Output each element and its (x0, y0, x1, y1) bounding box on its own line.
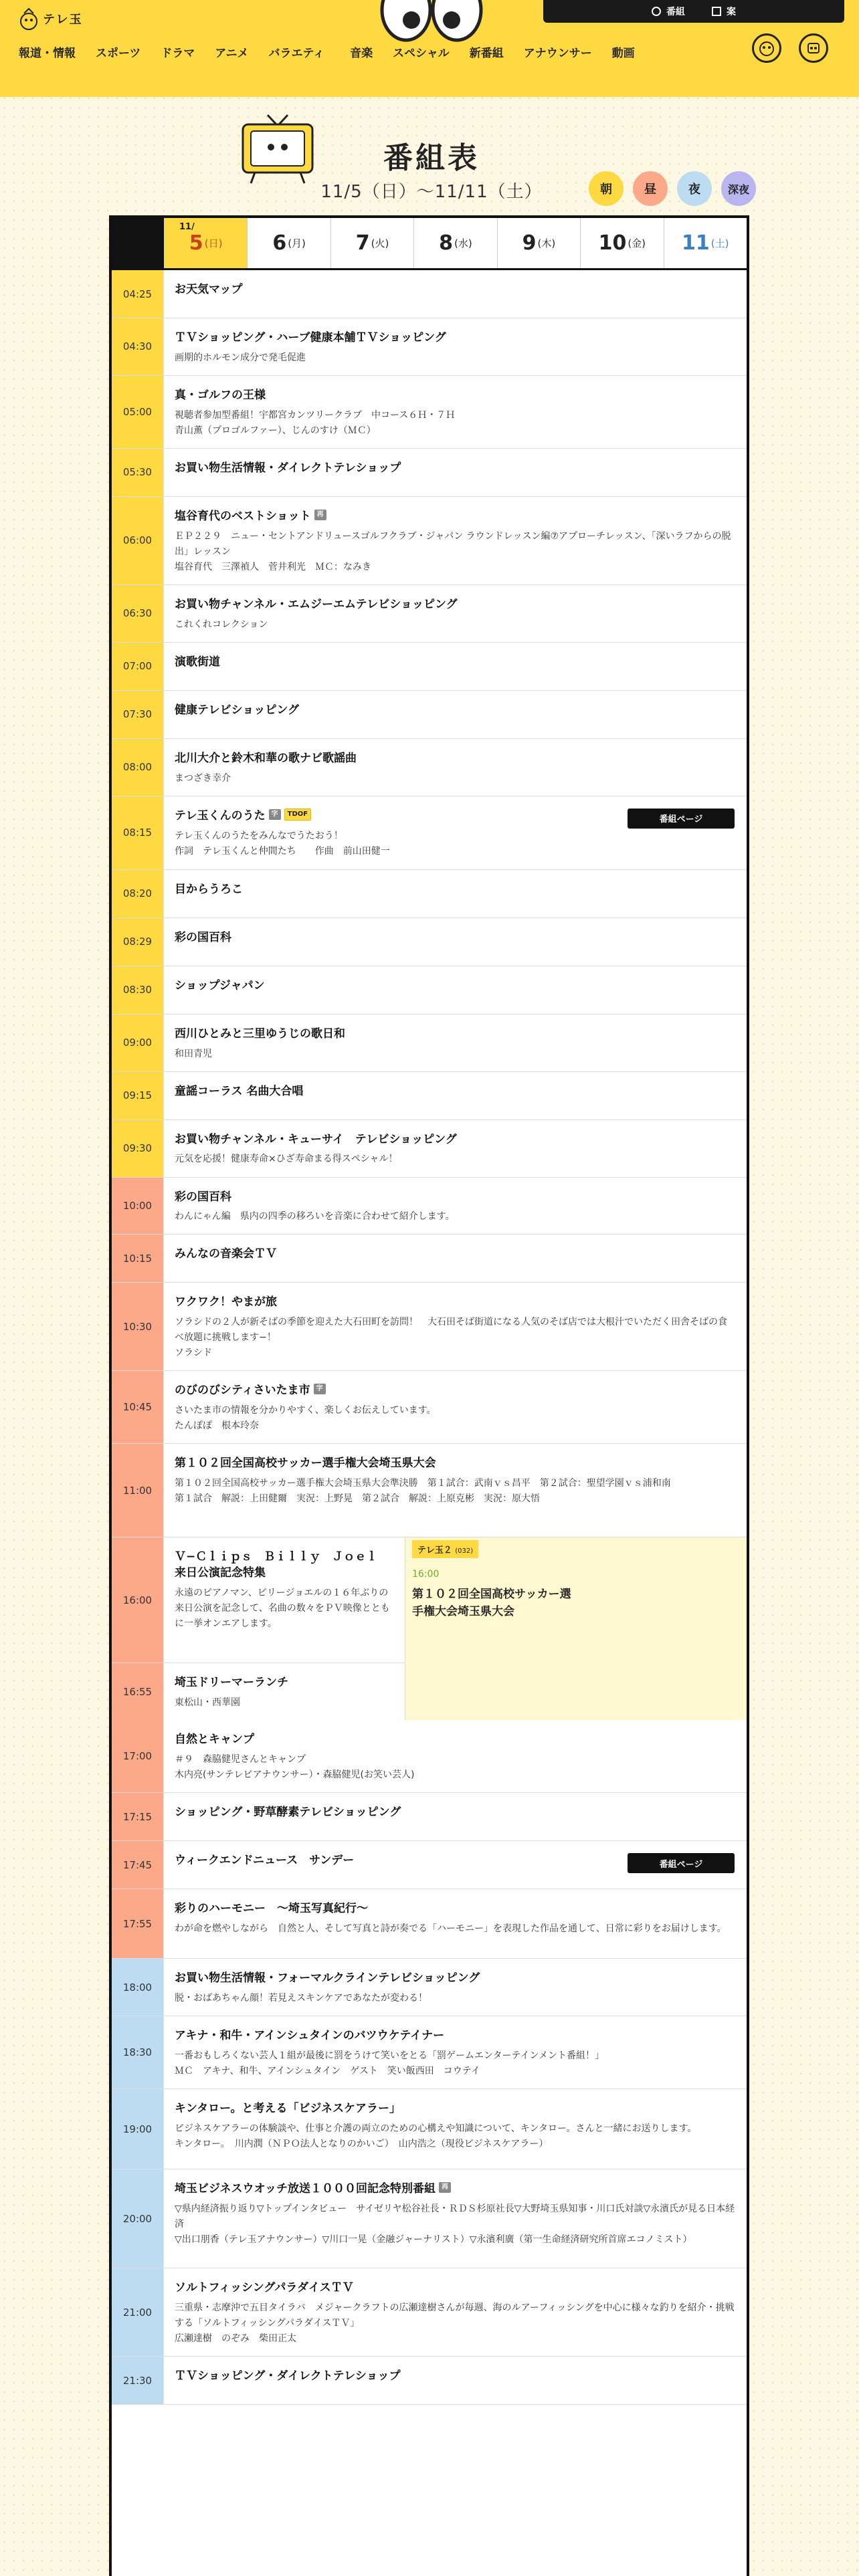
nav-announcers[interactable]: アナウンサー (523, 46, 592, 60)
program-time: 21:00 (112, 2268, 164, 2356)
program-time: 18:00 (112, 1959, 164, 2016)
top-utility-bar (543, 0, 844, 23)
grid-icon (712, 7, 721, 16)
program-cell[interactable] (164, 497, 747, 584)
program-cell[interactable] (164, 1889, 747, 1958)
program-cell[interactable] (164, 870, 747, 918)
nav-special[interactable]: スペシャル (393, 46, 450, 60)
program-badge: 字 (314, 1384, 326, 1394)
nav-drama[interactable]: ドラマ (161, 46, 195, 60)
program-title[interactable]: 彩りのハーモニー 〜埼玉写真紀行〜 (175, 1902, 368, 1916)
program-description: ▽県内経済振り返り▽トップインタビュー サイゼリヤ松谷社長・ＲＤＳ杉原社長▽大野埼玉県知事・川口氏対談▽永濱氏が見る日本経済 ▽出口朋香（テレ玉アナウンサー）▽川口一晃（金融ジャーナリスト）▽永濱利廣（第一生命経済研究所首席エコノミスト） (175, 2204, 735, 2246)
program-time: 08:30 (112, 966, 164, 1014)
period-button-0[interactable]: 朝 (589, 171, 624, 206)
program-title[interactable]: 埼玉ビジネスウオッチ放送１０００回記念特別番組 再 (175, 2181, 736, 2197)
nav-anime[interactable]: アニメ (215, 46, 249, 60)
program-row (112, 966, 747, 1014)
program-description: 東松山・西華園 (175, 1697, 240, 1709)
program-row (112, 2089, 747, 2169)
clock-icon (652, 7, 661, 16)
sub-channel-column[interactable] (405, 1537, 747, 1720)
program-page-button[interactable]: 番組ページ (628, 1853, 735, 1873)
program-time: 06:30 (112, 585, 164, 642)
program-row (112, 796, 747, 870)
program-cell[interactable] (164, 1014, 747, 1071)
program-time: 04:30 (112, 318, 164, 375)
program-row (112, 870, 747, 918)
program-title[interactable]: ウィークエンドニュース サンデー (175, 1854, 355, 1868)
program-title[interactable]: キンタロー。と考える「ビジネスケアラー」 (175, 2102, 401, 2116)
program-row (112, 1371, 747, 1444)
program-cell[interactable] (164, 318, 747, 375)
program-time: 08:15 (112, 796, 164, 869)
program-cell[interactable] (164, 1178, 747, 1235)
program-time: 07:30 (112, 691, 164, 738)
day-tab-10[interactable] (580, 218, 663, 268)
program-row (112, 739, 747, 796)
program-time: 17:45 (112, 1841, 164, 1889)
program-row (112, 2169, 747, 2268)
program-title[interactable]: ＴＶショッピング・ダイレクトテレショップ (175, 2369, 401, 2383)
program-title[interactable]: 北川大介と鈴木和華の歌ナビ歌謡曲 (175, 751, 357, 765)
split-channel-block (112, 1537, 747, 1720)
page-title: 番組表 (383, 141, 480, 175)
nav-news[interactable]: 報道・情報 (19, 46, 76, 60)
program-title[interactable]: 彩の国百科 (175, 930, 231, 944)
program-description: 視聴者参加型番組！宇都宮カンツリークラブ 中コース６Ｈ・７Ｈ 青山薫（プロゴルファー）、じんのすけ（ＭＣ） (175, 409, 456, 436)
program-cell[interactable] (164, 1371, 747, 1443)
program-description: ソラシドの２人が新そばの季節を迎えた大石田町を訪問！ 大石田そば街道になる人気のそば店では大根汁でいただく田舎そばの食べ放題に挑戦します−！ ソラシド (175, 1317, 727, 1359)
program-description: テレ玉くんのうたをみんなでうたおう！ 作詞 テレ玉くんと仲間たち 作曲 前山田健一 (175, 830, 390, 857)
day-tab-date: 7 (355, 231, 370, 255)
nav-videos[interactable]: 動画 (611, 46, 635, 60)
program-title[interactable]: 真・ゴルフの王様 (175, 388, 266, 402)
program-description: まつざき幸介 (175, 772, 231, 784)
day-tabs-corner (112, 218, 164, 268)
program-row (112, 1720, 747, 1793)
nav-new-programs[interactable]: 新番組 (469, 46, 504, 60)
period-button-2[interactable]: 夜 (677, 171, 712, 206)
program-cell[interactable] (164, 1283, 747, 1370)
program-title[interactable]: お買い物チャンネル・エムジーエムテレビショッピング (175, 597, 458, 611)
program-time: 10:45 (112, 1371, 164, 1443)
day-tab-6[interactable] (247, 218, 330, 268)
program-row (112, 1120, 747, 1178)
day-tab-weekday: (水) (454, 237, 472, 249)
tele-tama-mascot-icon (19, 7, 39, 31)
program-title[interactable]: 自然とキャンプ (175, 1733, 254, 1747)
sub-program-title[interactable]: 第１０２回全国高校サッカー選手権大会埼玉県大会 (412, 1588, 571, 1618)
program-cell[interactable] (164, 2089, 747, 2169)
program-cell[interactable] (164, 966, 747, 1014)
program-description: わが命を燃やしながら 自然と人、そして写真と詩が奏でる「ハーモニー」を表現した作品を通して、日常に彩りをお届けします。 (175, 1923, 727, 1935)
program-description: ＥＰ２２９ ニュー・セントアンドリュースゴルフクラブ・ジャパン ラウンドレッスン編⑦アプローチレッスン、「深いラフからの脱出」レッスン 塩谷育代 三澤禎人 菅井利光 ＭＣ：なみき (175, 530, 731, 572)
program-cell[interactable] (164, 1793, 747, 1840)
program-row (112, 918, 747, 966)
program-row (112, 1537, 405, 1663)
program-cell[interactable] (164, 739, 747, 796)
program-row (112, 1072, 747, 1120)
program-time: 09:15 (112, 1072, 164, 1119)
header-zigzag-edge (0, 79, 859, 99)
program-time: 08:20 (112, 870, 164, 918)
program-title[interactable]: 目からうろこ (175, 882, 243, 896)
top-link-guide[interactable]: 案 (712, 5, 736, 18)
program-title[interactable]: 第１０２回全国高校サッカー選手権大会埼玉県大会 (175, 1457, 436, 1471)
program-title[interactable]: 埼玉ドリーマーランチ (175, 1676, 288, 1690)
program-time: 17:55 (112, 1889, 164, 1958)
period-button-1[interactable]: 昼 (633, 171, 668, 206)
program-row (112, 2268, 747, 2357)
tv-mascot-icon (237, 112, 318, 186)
nav-music[interactable]: 音楽 (350, 46, 373, 60)
program-time: 04:25 (112, 270, 164, 318)
day-tab-weekday: (木) (537, 237, 556, 249)
program-time: 10:15 (112, 1235, 164, 1282)
program-title[interactable]: 彩の国百科 (175, 1190, 231, 1204)
program-cell[interactable] (164, 376, 747, 448)
program-title[interactable]: 塩谷育代のベストショット 再 (175, 509, 736, 525)
logo-text: テレ玉 (43, 13, 83, 27)
program-time: 06:00 (112, 497, 164, 584)
program-time: 19:00 (112, 2089, 164, 2169)
program-title[interactable]: のびのびシティさいたま市 字 (175, 1383, 736, 1399)
day-tab-date: 11 (682, 231, 710, 255)
site-logo[interactable] (19, 7, 83, 31)
program-title[interactable]: お買い物生活情報・フォーマルクラインテレビショッピング (175, 1971, 480, 1985)
program-row (112, 1178, 747, 1235)
program-row (112, 270, 747, 318)
program-time: 18:30 (112, 2016, 164, 2088)
day-tab-month: 11/ (179, 222, 195, 232)
program-row (112, 1014, 747, 1072)
program-title[interactable]: お買い物生活情報・ダイレクトテレショップ (175, 461, 401, 475)
day-tab-date: 6 (272, 231, 287, 255)
program-time: 10:00 (112, 1178, 164, 1235)
program-title[interactable]: 童謡コーラス 名曲大合唱 (175, 1084, 304, 1098)
program-description: わんにゃん編 県内の四季の移ろいを音楽に合わせて紹介します。 (175, 1211, 455, 1222)
program-title[interactable]: Ｖ−Ｃｌｉｐｓ Ｂｉｌｌｙ Ｊｏｅｌ 来日公演記念特集 (175, 1550, 389, 1580)
program-cell[interactable] (164, 643, 747, 690)
program-time: 17:00 (112, 1720, 164, 1792)
program-time: 11:00 (112, 1444, 164, 1537)
program-title[interactable]: ショッピング・野草酵素テレビショッピング (175, 1806, 401, 1820)
program-title[interactable]: ソルトフィッシングパラダイスＴＶ (175, 2281, 354, 2295)
program-description: さいたま市の情報を分かりやすく、楽しくお伝えしています。 たんぽぽ 根本玲奈 (175, 1405, 436, 1432)
program-description: 画期的ホルモン成分で発毛促進 (175, 352, 306, 363)
day-tab-11[interactable] (664, 218, 747, 268)
character-link-icon[interactable] (799, 33, 828, 63)
top-link-programs[interactable]: 番組 (652, 5, 685, 18)
mascot-eyes-icon (378, 0, 485, 43)
day-tab-7[interactable] (330, 218, 413, 268)
program-row (112, 376, 747, 449)
program-row (112, 585, 747, 643)
program-time: 08:00 (112, 739, 164, 796)
program-time: 20:00 (112, 2169, 164, 2268)
program-description: これくれコレクション (175, 619, 268, 630)
day-tab-weekday: (金) (628, 237, 646, 249)
program-cell[interactable] (164, 270, 747, 318)
program-cell[interactable] (164, 2268, 747, 2356)
program-badge-tdof: TDOF (284, 809, 311, 821)
program-page-button[interactable]: 番組ページ (628, 809, 735, 829)
main-channel-column (112, 1537, 405, 1720)
program-cell[interactable] (164, 1444, 747, 1537)
program-cell[interactable] (164, 2169, 747, 2268)
program-cell[interactable] (164, 449, 747, 496)
day-tab-date: 10 (598, 231, 627, 255)
date-range: 11/5（日）〜11/11（土） (320, 182, 543, 202)
day-tab-9[interactable] (497, 218, 580, 268)
program-description: 元気を応援！健康寿命×ひざ寿命まる得スペシャル！ (175, 1154, 398, 1165)
day-tab-8[interactable] (413, 218, 496, 268)
program-title[interactable]: テレ玉くんのうた 字 TDOF (175, 809, 736, 825)
program-time: 17:15 (112, 1793, 164, 1840)
program-time: 05:30 (112, 449, 164, 496)
program-time: 16:00 (112, 1537, 164, 1662)
program-badge: 字 (269, 809, 281, 820)
nav-variety[interactable]: バラエティ (268, 46, 325, 60)
program-description: ＃９ 森脇健児さんとキャンプ 木内亮(サンテレビアナウンサー）・森脇健児(お笑い芸人) (175, 1754, 415, 1781)
program-time: 05:00 (112, 376, 164, 448)
program-cell[interactable] (164, 1235, 747, 1282)
program-row (112, 1283, 747, 1371)
program-cell[interactable] (164, 918, 747, 966)
program-title[interactable]: ショップジャパン (175, 978, 265, 992)
program-cell[interactable] (164, 796, 747, 869)
program-title[interactable]: ワクワク！やまが旅 (175, 1295, 277, 1309)
program-row (112, 2016, 747, 2089)
program-cell[interactable] (164, 1720, 747, 1792)
program-row (112, 1793, 747, 1841)
program-cell[interactable] (164, 1959, 747, 2016)
period-button-3[interactable]: 深夜 (721, 171, 756, 206)
program-description: ビジネスケアラーの体験談や、仕事と介護の両立のための心構えや知識について、キンタロー。さんと一緒にお送りします。 キンタロー。 川内潤（ＮＰＯ法人となりのかいご） 山内浩之（現役ビジネスケアラー） (175, 2123, 697, 2150)
mascot-link-icon[interactable] (752, 33, 781, 63)
program-title[interactable]: 演歌街道 (175, 655, 220, 669)
program-cell[interactable] (164, 1537, 405, 1662)
program-title[interactable]: ＴＶショッピング・ハーブ健康本舗ＴＶショッピング (175, 331, 446, 344)
day-tab-weekday: (日) (204, 237, 223, 249)
program-cell[interactable] (164, 585, 747, 642)
program-row (112, 497, 747, 585)
program-row (112, 449, 747, 497)
program-row (112, 318, 747, 376)
program-row (112, 691, 747, 739)
main-nav (19, 41, 635, 62)
program-row (112, 1444, 747, 1537)
nav-icon-group (752, 33, 828, 63)
program-cell[interactable] (164, 1072, 747, 1119)
program-description: 第１０２回全国高校サッカー選手権大会埼玉県大会準決勝 第１試合：武南ｖｓ昌平 第２試合：聖望学園ｖｓ浦和南 第１試合 解説：上田健爾 実況：上野晃 第２試合 解説：上原克彬 実況：原大悟 (175, 1478, 671, 1505)
day-tabs (112, 218, 747, 270)
program-title[interactable]: 健康テレビショッピング (175, 703, 299, 717)
day-tab-date: 8 (439, 231, 454, 255)
program-title[interactable]: アキナ・和牛・アインシュタインのバツウケテイナー (175, 2029, 445, 2043)
program-badge: 再 (439, 2182, 451, 2193)
program-time: 16:55 (112, 1663, 164, 1720)
program-cell[interactable] (164, 1841, 747, 1889)
program-description: 一番おもしろくない芸人１組が最後に罰をうけて笑いをとる「罰ゲームエンターテインメント番組！」 ＭＣ アキナ、和牛、アインシュタイン ゲスト 笑い飯西田 コウテイ (175, 2050, 605, 2077)
program-row (112, 1889, 747, 1959)
sub-program-time: 16:00 (412, 1569, 440, 1580)
program-schedule (109, 215, 749, 2576)
program-time: 10:30 (112, 1283, 164, 1370)
day-tab-weekday: (火) (371, 237, 389, 249)
program-description: 脱・おばあちゃん顔！若見えスキンケアであなたが変わる！ (175, 1993, 427, 2004)
program-title[interactable]: 西川ひとみと三里ゆうじの歌日和 (175, 1027, 345, 1041)
program-row (112, 1841, 747, 1889)
program-row (112, 1235, 747, 1283)
day-tab-date: 5 (189, 231, 203, 255)
program-time: 21:30 (112, 2357, 164, 2404)
day-tab-5[interactable] (164, 218, 247, 268)
program-time: 09:30 (112, 1120, 164, 1177)
program-time: 09:00 (112, 1014, 164, 1071)
program-cell[interactable] (164, 1120, 747, 1177)
program-badge: 再 (314, 510, 326, 520)
program-title[interactable]: お天気マップ (175, 283, 243, 296)
day-tab-weekday: (土) (710, 237, 729, 249)
program-cell[interactable] (164, 2016, 747, 2088)
program-row (112, 1663, 405, 1720)
program-description: 永遠のピアノマン、ビリージョエルの１６年ぶりの来日公演を記念して、名曲の数々をＰＶ映像とともに一挙オンエアします。 (175, 1588, 390, 1630)
tele2-channel-badge: テレ玉２ (032) (412, 1540, 478, 1558)
program-cell[interactable] (164, 691, 747, 738)
program-title[interactable]: みんなの音楽会ＴＶ (175, 1247, 277, 1261)
program-cell[interactable] (164, 2357, 747, 2404)
program-row (112, 643, 747, 691)
day-tab-weekday: (月) (288, 237, 306, 249)
program-row (112, 2357, 747, 2405)
program-description: 和田青児 (175, 1048, 212, 1059)
nav-sports[interactable]: スポーツ (96, 46, 141, 60)
program-cell[interactable] (164, 1663, 405, 1720)
period-jump-buttons (589, 171, 756, 206)
program-description: 三重県・志摩沖で五目タイラバ メジャークラフトの広瀬達樹さんが毎週、海のルアーフィッシングを中心に様々な釣りを紹介・挑戦する「ソルトフィッシングパラダイスＴＶ」 広瀬達樹 のぞみ 柴田正太 (175, 2302, 735, 2345)
program-row (112, 1959, 747, 2016)
day-tab-date: 9 (522, 231, 537, 255)
program-time: 08:29 (112, 918, 164, 966)
program-title[interactable]: お買い物チャンネル・キューサイ テレビショッピング (175, 1132, 457, 1146)
program-time: 07:00 (112, 643, 164, 690)
